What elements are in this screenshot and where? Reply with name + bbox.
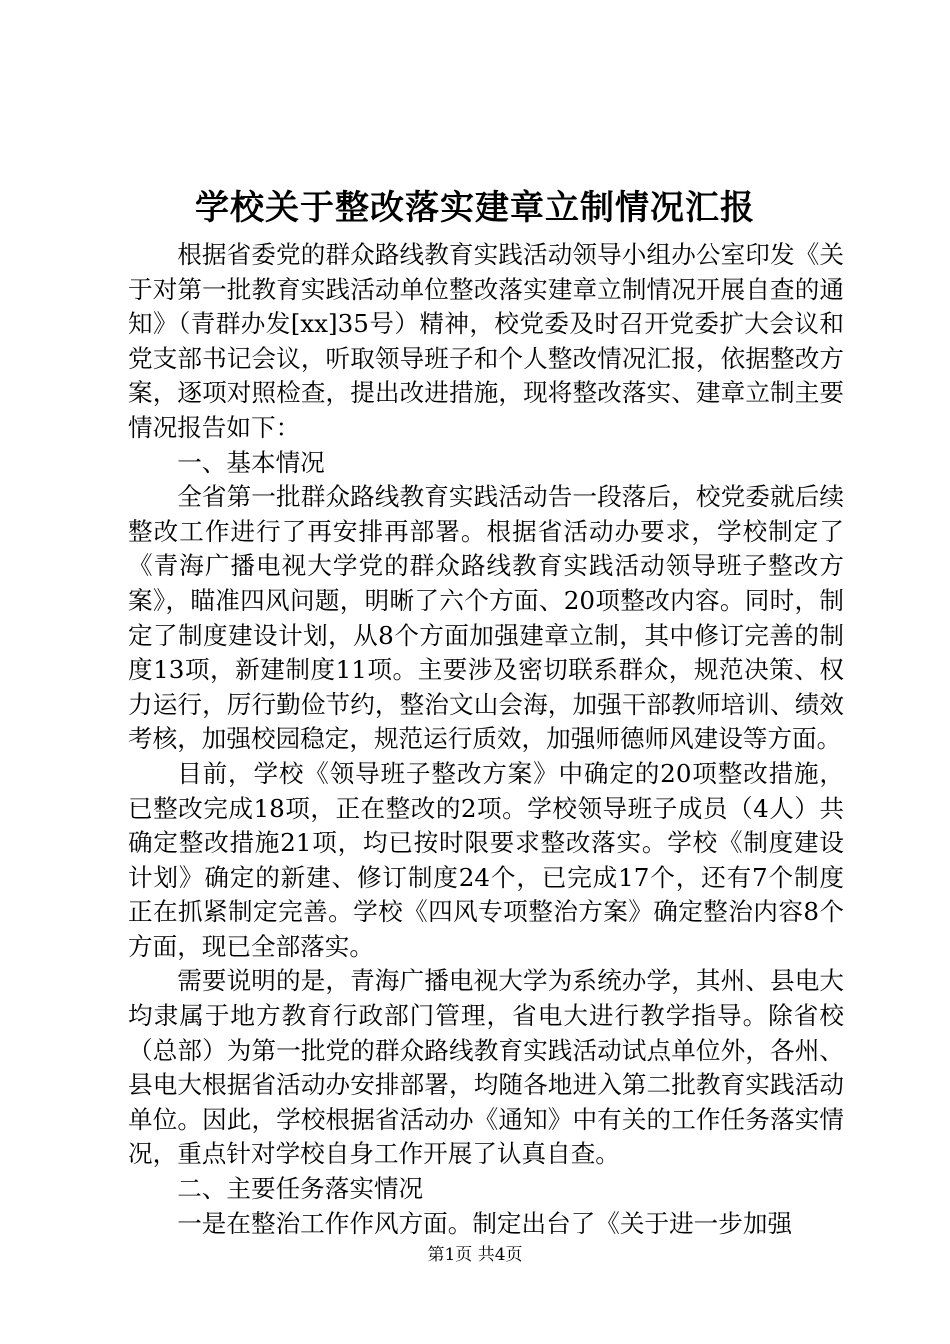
document-body [128,238,844,1241]
paragraph-progress: 目前，学校《领导班子整改方案》中确定的20项整改措施，已整改完成18项，正在整改的2项。学校领导班子成员（4人）共确定整改措施21项，均已按时限要求整改落实。学校《制度建设计划》确定的新建、修订制度24个，已完成17个，还有7个制度正在抓紧制定完善。学校《四风专项整治方案》确定整治内容8个方面，现已全部落实。 [128,758,844,961]
paragraph-explanation: 需要说明的是，青海广播电视大学为系统办学，其州、县电大均隶属于地方教育行政部门管理，省电大进行教学指导。除省校（总部）为第一批党的群众路线教育实践活动试点单位外，各州、县电大根据省活动办安排部署，均随各地进入第二批教育实践活动单位。因此，学校根据省活动办《通知》中有关的工作任务落实情况，重点针对学校自身工作开展了认真自查。 [128,966,844,1169]
page-number-footer: 第1页 共4页 [427,1245,523,1265]
paragraph-intro: 根据省委党的群众路线教育实践活动领导小组办公室印发《关于对第一批教育实践活动单位整改落实建章立制情况开展自查的通知》（青群办发[xx]35号）精神，校党委及时召开党委扩大会议和党支部书记会议，听取领导班子和个人整改情况汇报，依据整改方案，逐项对照检查，提出改进措施，现将整改落实、建章立制主要情况报告如下： [128,240,844,442]
document-title: 学校关于整改落实建章立制情况汇报 [195,188,755,228]
paragraph-work-style: 一是在整治工作作风方面。制定出台了《关于进一步加强 [177,1208,793,1238]
section-heading-basic-situation: 一、基本情况 [177,447,325,477]
section-heading-main-tasks: 二、主要任务落实情况 [177,1174,424,1204]
paragraph-basic-situation: 全省第一批群众路线教育实践活动告一段落后，校党委就后续整改工作进行了再安排再部署。根据省活动办要求，学校制定了《青海广播电视大学党的群众路线教育实践活动领导班子整改方案》，瞄准四风问题，明晰了六个方面、20项整改内容。同时，制定了制度建设计划，从8个方面加强建章立制，其中修订完善的制度13项，新建制度11项。主要涉及密切联系群众，规范决策、权力运行，厉行勤俭节约，整治文山会海，加强干部教师培训、绩效考核，加强校园稳定，规范运行质效，加强师德师风建设等方面。 [128,482,844,754]
